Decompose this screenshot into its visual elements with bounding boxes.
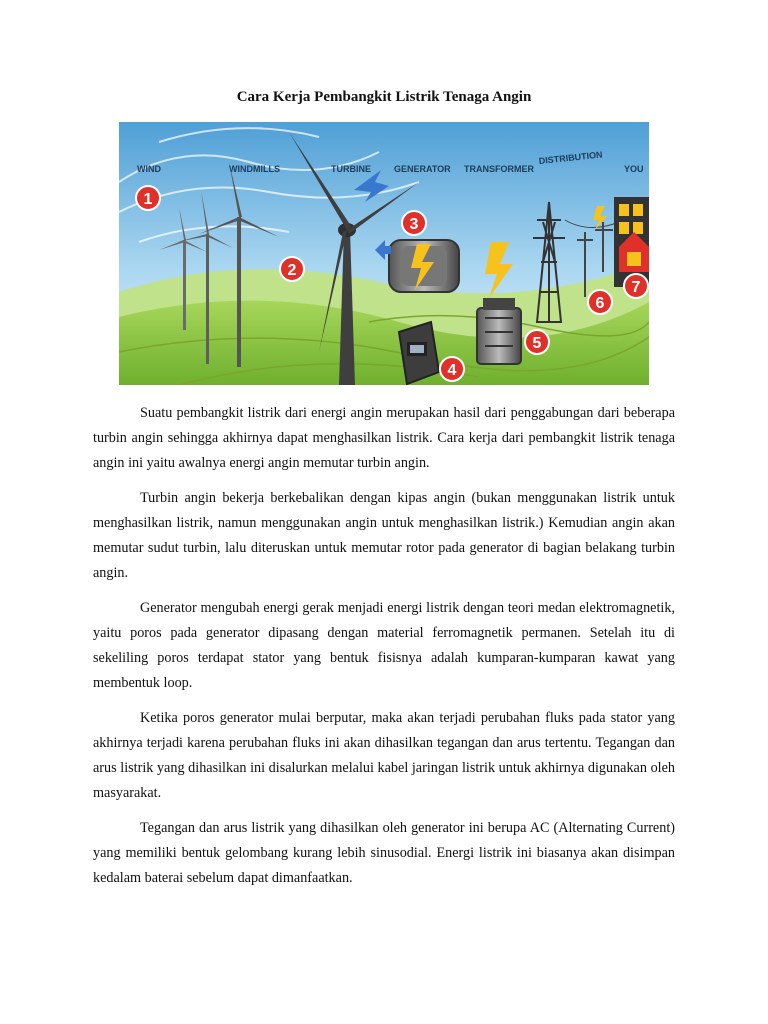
paragraph-5: Tegangan dan arus listrik yang dihasilkan oleh generator ini berupa AC (Alternating Current) yang memiliki bentuk gelombang kurang lebih sinusodial. Energi listrik ini biasanya akan disimpan kedalam baterai sebelum dapat dimanfaatkan. — [93, 820, 675, 886]
step-number: 1 — [143, 191, 153, 208]
body-text — [93, 401, 675, 901]
meter-box — [399, 322, 439, 384]
wind-power-diagram — [119, 122, 649, 385]
step-number: 2 — [287, 262, 297, 279]
step-badge-4 — [440, 357, 464, 381]
step-badge-6 — [588, 290, 612, 314]
label-windmills: WINDMILLS — [229, 164, 280, 174]
step-badge-5 — [525, 330, 549, 354]
label-generator: GENERATOR — [394, 164, 451, 174]
step-badge-2 — [280, 257, 304, 281]
step-number: 7 — [631, 279, 641, 296]
step-number: 4 — [447, 362, 457, 379]
step-badge-1 — [136, 186, 160, 210]
paragraph-2: Turbin angin bekerja berkebalikan dengan kipas angin (bukan menggunakan listrik untuk menghasilkan listrik, namun menggunakan angin untuk menghasilkan listrik.) Kemudian angin akan memutar sudut turbin, lalu diteruskan untuk memutar rotor pada generator di bagian belakang turbin angin. — [93, 490, 675, 581]
label-turbine: TURBINE — [331, 164, 371, 174]
step-number: 3 — [409, 216, 419, 233]
house — [614, 197, 649, 287]
step-badge-3 — [402, 211, 426, 235]
paragraph-3: Generator mengubah energi gerak menjadi energi listrik dengan teori medan elektromagnetik, yaitu poros pada generator dipasang dengan material ferromagnetik permanen. Setelah itu di sekeliling poros terdapat stator yang bentuk fisisnya adalah kumparan-kumparan kawat yang membentuk loop. — [93, 600, 675, 691]
label-distribution: DISTRIBUTION — [538, 149, 603, 167]
label-wind: WIND — [137, 164, 161, 174]
paragraph-1: Suatu pembangkit listrik dari energi angin merupakan hasil dari penggabungan dari beberapa turbin angin sehingga akhirnya dapat menghasilkan listrik. Cara kerja dari pembangkit listrik tenaga angin ini yaitu awalnya energi angin memutar turbin angin. — [93, 405, 675, 471]
step-badge-7 — [624, 274, 648, 298]
step-number: 5 — [532, 335, 542, 352]
label-transformer: TRANSFORMER — [464, 164, 534, 174]
label-you: YOU — [624, 164, 644, 174]
step-number: 6 — [595, 295, 605, 312]
page-title: Cara Kerja Pembangkit Listrik Tenaga Angin — [236, 89, 532, 105]
paragraph-4: Ketika poros generator mulai berputar, maka akan terjadi perubahan fluks pada stator yang akhirnya terjadi karena perubahan fluks ini akan dihasilkan tegangan dan arus tertentu. Tegangan dan arus listrik yang dihasilkan ini disalurkan melalui kabel jaringan listrik untuk akhirnya digunakan oleh masyarakat. — [93, 710, 675, 801]
